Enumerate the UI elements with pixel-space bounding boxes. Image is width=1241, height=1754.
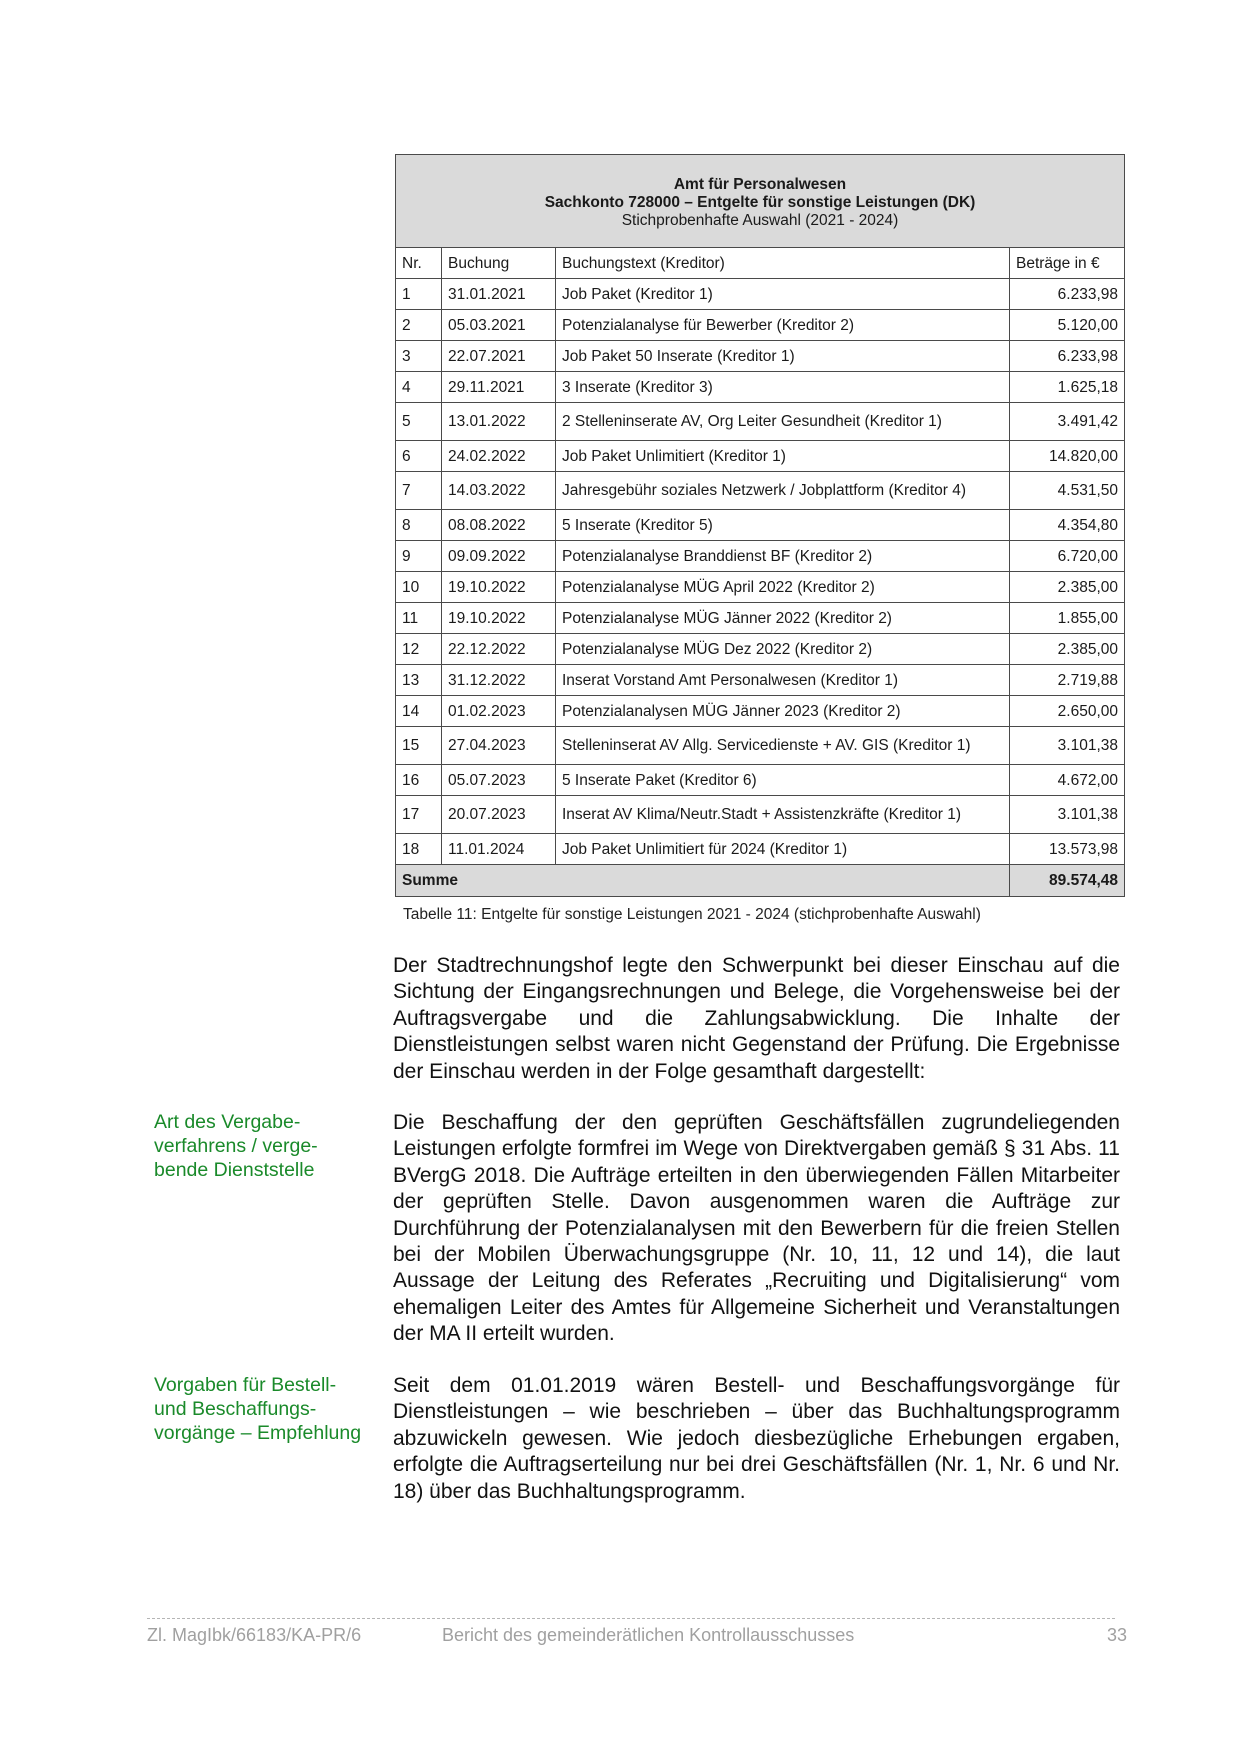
row-number: 14 <box>396 696 442 727</box>
row-number: 2 <box>396 310 442 341</box>
table-row <box>396 372 1125 403</box>
column-header-betraege: Beträge in € <box>1010 248 1125 279</box>
row-date: 01.02.2023 <box>442 696 556 727</box>
ledger-table-container <box>395 154 1124 897</box>
sum-label: Summe <box>396 865 1010 897</box>
row-amount: 5.120,00 <box>1010 310 1125 341</box>
paragraph-vergabeverfahren: Die Beschaffung der den geprüften Geschäftsfällen zugrundeliegenden Leistungen erfolgte formfrei im Wege von Direktvergaben gemäß § 31 Abs. 11 BVergG 2018. Die Aufträge erteilten in den überwiegenden Fällen Mitarbeiter der geprüften Stelle. Davon ausgenommen waren die Aufträge zur Durchführung der Potenzialanalysen mit den Bewerbern für die freien Stellen bei der Mobilen Überwachungsgruppe (Nr. 10, 11, 12 und 14), die laut Aussage der Leitung des Referates „Recruiting und Digitalisierung“ vom ehemaligen Leiter des Amtes für Allgemeine Sicherheit und Veranstaltungen der MA II erteilt wurden. <box>393 1111 1120 1346</box>
row-amount: 3.491,42 <box>1010 403 1125 441</box>
row-description: Inserat AV Klima/Neutr.Stadt + Assistenzkräfte (Kreditor 1) <box>556 796 1010 834</box>
table-row <box>396 541 1125 572</box>
row-amount: 13.573,98 <box>1010 834 1125 865</box>
row-description: 5 Inserate (Kreditor 5) <box>556 510 1010 541</box>
row-amount: 6.233,98 <box>1010 279 1125 310</box>
row-date: 31.12.2022 <box>442 665 556 696</box>
row-date: 24.02.2022 <box>442 441 556 472</box>
table-row <box>396 341 1125 372</box>
row-amount: 2.719,88 <box>1010 665 1125 696</box>
ledger-table <box>395 154 1125 897</box>
row-number: 3 <box>396 341 442 372</box>
row-amount: 3.101,38 <box>1010 796 1125 834</box>
table-header-row <box>396 248 1125 279</box>
table-title-department: Amt für Personalwesen <box>673 176 847 193</box>
table-row <box>396 472 1125 510</box>
row-date: 19.10.2022 <box>442 572 556 603</box>
table-row <box>396 441 1125 472</box>
table-row <box>396 634 1125 665</box>
row-number: 16 <box>396 765 442 796</box>
table-row <box>396 403 1125 441</box>
paragraph-vorgaben: Seit dem 01.01.2019 wären Bestell- und Beschaffungsvorgänge für Dienstleistungen – wie beschrieben – über das Buchhaltungsprogramm abzuwickeln gewesen. Wie jedoch diesbezügliche Erhebungen ergaben, erfolgte die Auftragserteilung nur bei drei Geschäftsfällen (Nr. 1, Nr. 6 und Nr. 18) über das Buchhaltungsprogramm. <box>393 1374 1120 1503</box>
row-amount: 4.354,80 <box>1010 510 1125 541</box>
row-date: 08.08.2022 <box>442 510 556 541</box>
column-header-buchung: Buchung <box>442 248 556 279</box>
footer-reference: Zl. MagIbk/66183/KA-PR/6 <box>147 1625 362 1645</box>
row-description: Job Paket 50 Inserate (Kreditor 1) <box>556 341 1010 372</box>
row-description: 5 Inserate Paket (Kreditor 6) <box>556 765 1010 796</box>
row-number: 5 <box>396 403 442 441</box>
row-number: 7 <box>396 472 442 510</box>
table-row <box>396 727 1125 765</box>
column-header-buchungstext: Buchungstext (Kreditor) <box>556 248 1010 279</box>
footer-divider <box>147 1618 1115 1619</box>
margin-heading-vorgaben: Vorgaben für Bestell- und Beschaffungs-vorgänge – Empfehlung <box>154 1374 362 1444</box>
row-amount: 2.650,00 <box>1010 696 1125 727</box>
row-amount: 4.531,50 <box>1010 472 1125 510</box>
row-description: Inserat Vorstand Amt Personalwesen (Kreditor 1) <box>556 665 1010 696</box>
row-date: 14.03.2022 <box>442 472 556 510</box>
row-description: Jahresgebühr soziales Netzwerk / Jobplattform (Kreditor 4) <box>556 472 1010 510</box>
table-row <box>396 765 1125 796</box>
row-date: 22.07.2021 <box>442 341 556 372</box>
row-number: 10 <box>396 572 442 603</box>
row-amount: 2.385,00 <box>1010 572 1125 603</box>
row-number: 18 <box>396 834 442 865</box>
row-number: 1 <box>396 279 442 310</box>
row-number: 17 <box>396 796 442 834</box>
row-amount: 3.101,38 <box>1010 727 1125 765</box>
table-row <box>396 696 1125 727</box>
row-date: 29.11.2021 <box>442 372 556 403</box>
margin-heading-vergabeverfahren: Art des Vergabe-verfahrens / verge-bende Dienststelle <box>154 1111 318 1181</box>
table-title <box>396 155 1125 248</box>
row-description: Potenzialanalyse Branddienst BF (Kreditor 2) <box>556 541 1010 572</box>
row-description: Potenzialanalyse MÜG April 2022 (Kreditor 2) <box>556 572 1010 603</box>
row-description: Job Paket Unlimitiert für 2024 (Kreditor 1) <box>556 834 1010 865</box>
row-description: Job Paket (Kreditor 1) <box>556 279 1010 310</box>
row-date: 05.07.2023 <box>442 765 556 796</box>
row-description: Job Paket Unlimitiert (Kreditor 1) <box>556 441 1010 472</box>
table-row <box>396 310 1125 341</box>
row-number: 13 <box>396 665 442 696</box>
row-number: 12 <box>396 634 442 665</box>
table-title-account: Sachkonto 728000 – Entgelte für sonstige Leistungen (DK) <box>544 194 976 211</box>
row-amount: 1.855,00 <box>1010 603 1125 634</box>
row-date: 27.04.2023 <box>442 727 556 765</box>
row-date: 13.01.2022 <box>442 403 556 441</box>
row-date: 09.09.2022 <box>442 541 556 572</box>
row-description: 3 Inserate (Kreditor 3) <box>556 372 1010 403</box>
table-title-subtitle: Stichprobenhafte Auswahl (2021 - 2024) <box>621 212 899 229</box>
row-number: 15 <box>396 727 442 765</box>
table-row <box>396 279 1125 310</box>
table-row <box>396 572 1125 603</box>
sum-value: 89.574,48 <box>1010 865 1125 897</box>
row-amount: 1.625,18 <box>1010 372 1125 403</box>
row-amount: 2.385,00 <box>1010 634 1125 665</box>
footer-title: Bericht des gemeinderätlichen Kontrollausschusses <box>442 1625 855 1645</box>
column-header-nr: Nr. <box>396 248 442 279</box>
row-description: Potenzialanalyse MÜG Dez 2022 (Kreditor 2) <box>556 634 1010 665</box>
table-row <box>396 603 1125 634</box>
paragraph-focus: Der Stadtrechnungshof legte den Schwerpunkt bei dieser Einschau auf die Sichtung der Eingangsrechnungen und Belege, die Vorgehensweise bei der Auftragsvergabe und die Zahlungsabwicklung. Die Inhalte der Dienstleistungen selbst waren nicht Gegenstand der Prüfung. Die Ergebnisse der Einschau werden in der Folge gesamthaft dargestellt: <box>393 954 1120 1083</box>
table-caption: Tabelle 11: Entgelte für sonstige Leistungen 2021 - 2024 (stichprobenhafte Auswahl) <box>403 906 981 923</box>
table-title-row <box>396 155 1125 248</box>
row-amount: 6.720,00 <box>1010 541 1125 572</box>
row-amount: 14.820,00 <box>1010 441 1125 472</box>
row-date: 22.12.2022 <box>442 634 556 665</box>
row-description: Stelleninserat AV Allg. Servicedienste + AV. GIS (Kreditor 1) <box>556 727 1010 765</box>
table-row <box>396 796 1125 834</box>
row-date: 19.10.2022 <box>442 603 556 634</box>
page-number: 33 <box>1106 1625 1127 1645</box>
row-number: 11 <box>396 603 442 634</box>
row-description: Potenzialanalyse für Bewerber (Kreditor 2) <box>556 310 1010 341</box>
row-number: 4 <box>396 372 442 403</box>
table-row <box>396 834 1125 865</box>
row-number: 9 <box>396 541 442 572</box>
row-date: 05.03.2021 <box>442 310 556 341</box>
table-row <box>396 665 1125 696</box>
row-date: 11.01.2024 <box>442 834 556 865</box>
row-amount: 4.672,00 <box>1010 765 1125 796</box>
row-date: 31.01.2021 <box>442 279 556 310</box>
row-description: 2 Stelleninserate AV, Org Leiter Gesundheit (Kreditor 1) <box>556 403 1010 441</box>
row-number: 8 <box>396 510 442 541</box>
row-amount: 6.233,98 <box>1010 341 1125 372</box>
row-description: Potenzialanalysen MÜG Jänner 2023 (Kreditor 2) <box>556 696 1010 727</box>
row-description: Potenzialanalyse MÜG Jänner 2022 (Kreditor 2) <box>556 603 1010 634</box>
row-date: 20.07.2023 <box>442 796 556 834</box>
row-number: 6 <box>396 441 442 472</box>
table-sum-row <box>396 865 1125 897</box>
table-row <box>396 510 1125 541</box>
